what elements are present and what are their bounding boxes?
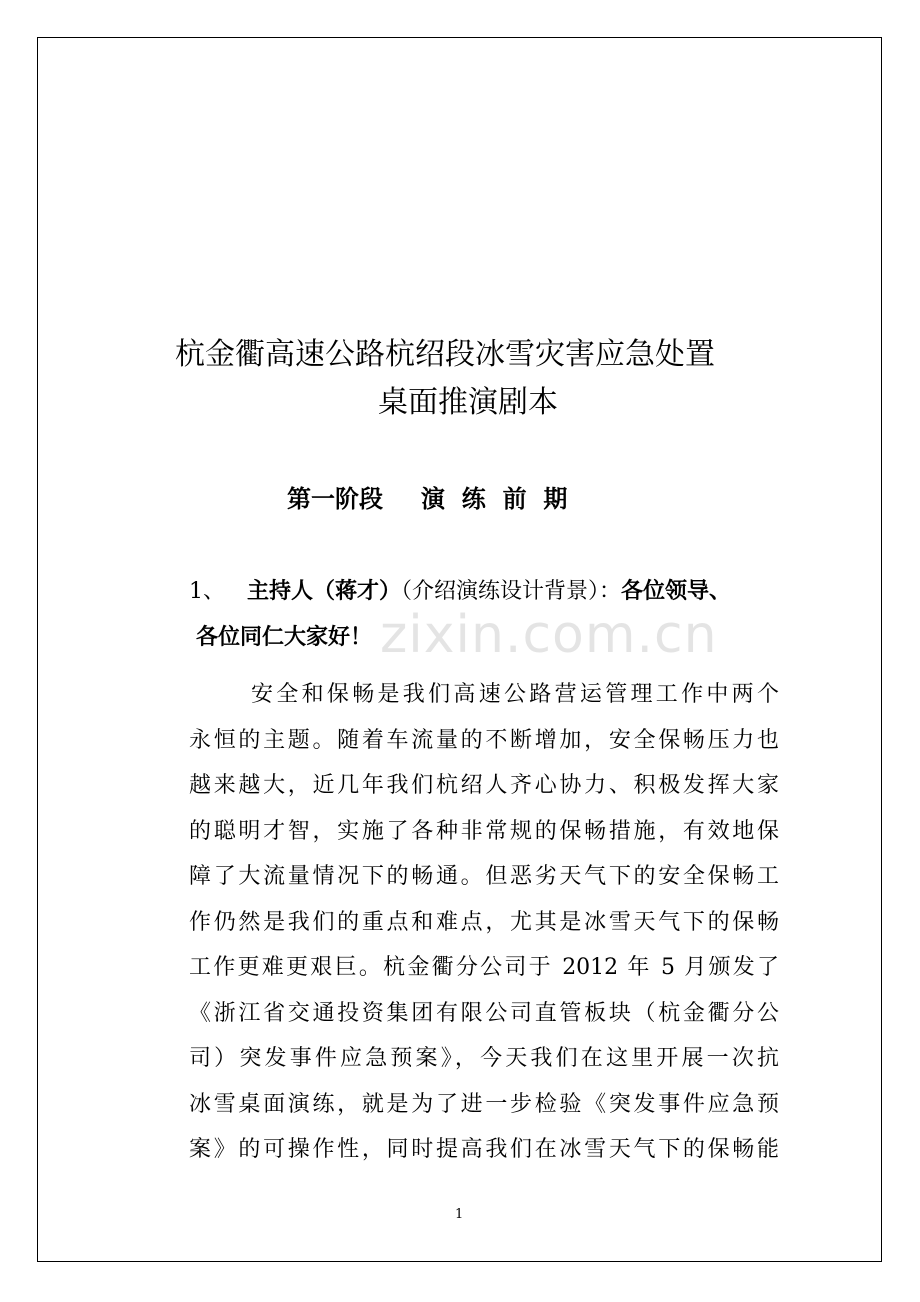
body-line: 案》的可操作性，同时提高我们在冰雪天气下的保畅能 [189, 1137, 779, 1162]
body-line: 安全和保畅是我们高速公路营运管理工作中两个 [251, 682, 779, 707]
greeting-part-2: 各位同仁大家好！ [196, 625, 373, 650]
stage-heading [287, 482, 584, 516]
page-number: 1 [455, 1207, 464, 1222]
speaker-note: （介绍演练设计背景）： [401, 579, 622, 604]
body-line: 冰雪桌面演练，就是为了进一步检验《突发事件应急预 [189, 1091, 779, 1117]
stage-name: 演练前期 [421, 485, 585, 513]
body-paragraph [189, 672, 779, 1173]
watermark: zixin.com.cn [380, 605, 718, 665]
body-line: 永恒的主题。随着车流量的不断增加，安全保畅压力也 [189, 727, 779, 753]
body-line: 司）突发事件应急预案》，今天我们在这里开展一次抗 [189, 1046, 779, 1071]
body-line: 《浙江省交通投资集团有限公司直管板块（杭金衢分公 [189, 1000, 779, 1026]
item-number: 1、 [189, 579, 225, 604]
body-line: 的聪明才智，实施了各种非常规的保畅措施，有效地保 [189, 818, 779, 844]
body-line: 越来越大，近几年我们杭绍人齐心协力、积极发挥大家 [189, 773, 779, 798]
body-line: 障了大流量情况下的畅通。但恶劣天气下的安全保畅工 [189, 864, 779, 889]
body-line: 作仍然是我们的重点和难点，尤其是冰雪天气下的保畅 [189, 909, 779, 935]
greeting-part-1: 各位领导、 [621, 579, 732, 604]
document-title-line-2: 桌面推演剧本 [378, 385, 558, 420]
speaker-line [189, 576, 731, 608]
body-line: 工作更难更艰巨。杭金衢分公司于 2012 年 5 月颁发了 [189, 955, 779, 980]
stage-label: 第一阶段 [287, 485, 383, 513]
document-title-line-1: 杭金衢高速公路杭绍段冰雪灾害应急处置 [175, 337, 715, 372]
speaker-name: 主持人（蒋才） [247, 579, 402, 604]
